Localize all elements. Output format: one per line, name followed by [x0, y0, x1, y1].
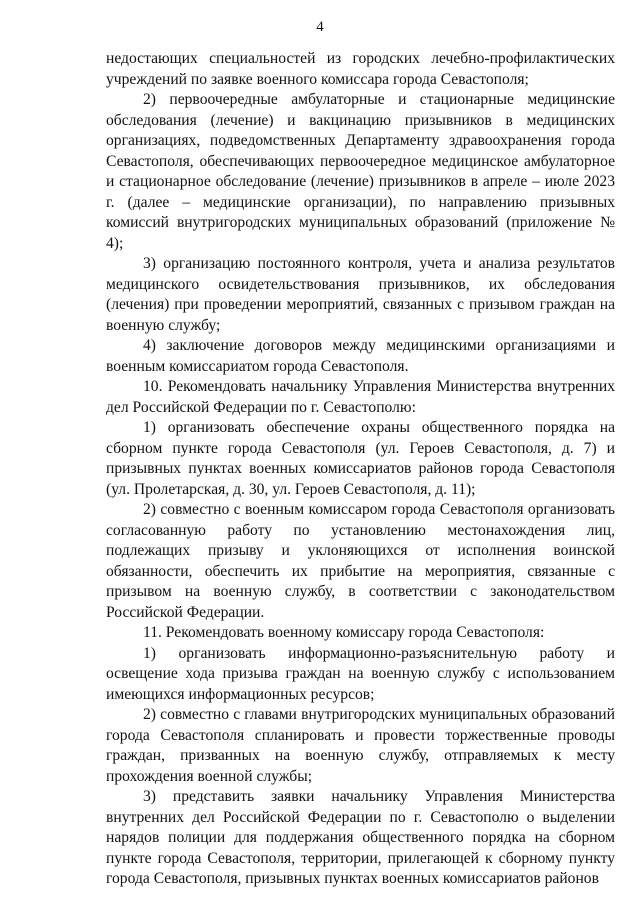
paragraph: 2) совместно с военным комиссаром города Севастополя организовать согласованную работу по установлению местонахождения лиц, подлежащих призыву и уклоняющихся от исполнения воинской обязанности, обеспечить их прибытие на мероприятия, связанные с призывом на военную службу, в соответствии с законодательством Российской Федерации. [106, 501, 615, 621]
paragraph: 1) организовать информационно-разъяснительную работу и освещение хода призыва граждан на военную службу с использованием имеющихся информационных ресурсов; [106, 644, 615, 703]
paragraph: 10. Рекомендовать начальнику Управления Министерства внутренних дел Российской Федерации по г. Севастополю: [106, 378, 615, 416]
paragraph: 4) заключение договоров между медицинскими организациями и военным комиссариатом города Севастополя. [106, 337, 615, 375]
paragraph: 1) организовать обеспечение охраны общественного порядка на сборном пункте города Севастополя (ул. Героев Севастополя, д. 7) и призывных пунктах военных комиссариатов районов города Севастополя (ул. Пролетарская, д. 30, ул. Героев Севастополя, д. 11); [106, 419, 615, 498]
paragraph: 2) совместно с главами внутригородских муниципальных образований города Севастополя спланировать и провести торжественные проводы граждан, призванных на военную службу, отправляемых к месту прохождения военной службы; [106, 706, 615, 785]
paragraph: недостающих специальностей из городских лечебно-профилактических учреждений по заявке военного комиссара города Севастополя; [106, 50, 615, 88]
document-body [106, 49, 615, 890]
paragraph: 2) первоочередные амбулаторные и стационарные медицинские обследования (лечение) и вакцинацию призывников в медицинских организациях, подведомственных Департаменту здравоохранения города Севастополя, обеспечивающих первоочередное медицинское амбулаторное и стационарное обследование (лечение) призывников в апреле – июле 2023 г. (далее – медицинские организации), по направлению призывных комиссий внутригородских муниципальных образований (приложение № 4); [106, 91, 615, 252]
paragraph: 11. Рекомендовать военному комиссару города Севастополя: [143, 624, 545, 641]
paragraph: 3) представить заявки начальнику Управления Министерства внутренних дел Российской Федерации по г. Севастополю о выделении нарядов полиции для поддержания общественного порядка на сборном пункте города Севастополя, территории, прилегающей к сборному пункту города Севастополя, призывных пунктах военных комиссариатов районов [106, 788, 615, 887]
paragraph: 3) организацию постоянного контроля, учета и анализа результатов медицинского освидетельствования призывников, их обследования (лечения) при проведении мероприятий, связанных с призывом граждан на военную службу; [106, 255, 615, 334]
page-number: 4 [316, 19, 324, 35]
